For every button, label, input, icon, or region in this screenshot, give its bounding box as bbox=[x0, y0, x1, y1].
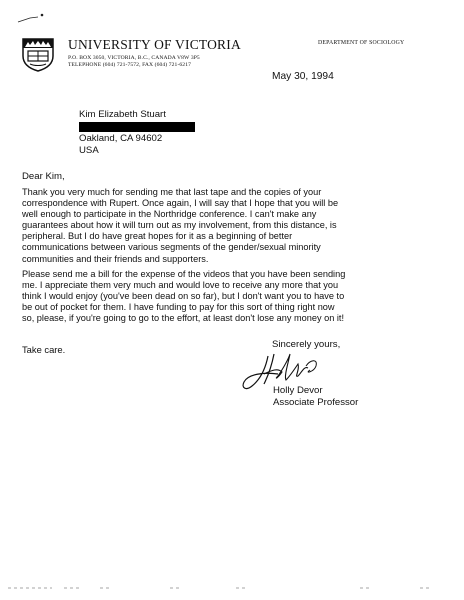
phone-line: TELEPHONE (604) 721-7572, FAX (604) 721-6217 bbox=[68, 62, 191, 68]
paragraph-line: think I would enjoy (you've been dead on so far), but I don't want you to have to bbox=[22, 291, 345, 302]
recipient-block bbox=[79, 109, 195, 157]
university-crest-icon bbox=[20, 36, 56, 72]
signer-title: Associate Professor bbox=[273, 397, 359, 408]
paragraph-line: peripheral. But I do have great hopes for it as a beginning of better bbox=[22, 231, 293, 242]
paragraph-2 bbox=[22, 269, 448, 324]
paragraph-line: guarantees about how it will turn out as my involvement, from this distance, is bbox=[22, 220, 337, 231]
paragraph-line: so, please, if you're going to go to the effort, at least don't lose any money on it! bbox=[22, 313, 345, 324]
paragraph-1 bbox=[22, 187, 448, 265]
letter-date: May 30, 1994 bbox=[272, 71, 334, 82]
paragraph-line: me. I appreciate them very much and would love to receive any more that you bbox=[22, 280, 339, 291]
paragraph-line: well enough to participate in the Northridge conference. I can't make any bbox=[22, 209, 317, 220]
salutation: Dear Kim, bbox=[22, 171, 65, 182]
redacted-address-bar bbox=[79, 122, 195, 132]
paragraph-line: communities and their friends and supporters. bbox=[22, 253, 209, 264]
recipient-city: Oakland, CA 94602 bbox=[79, 133, 163, 144]
university-name: UNIVERSITY OF VICTORIA bbox=[68, 37, 241, 52]
paragraph-line: correspondence with Rupert. Once again, I will say that I hope that you will be bbox=[22, 198, 339, 209]
paragraph-line: communications between various segments of the gender/sexual minority bbox=[22, 242, 321, 253]
paragraph-line: be out of pocket for them. I have funding to pay for this sort of thing right now bbox=[22, 302, 335, 313]
closing-line: Take care. bbox=[22, 344, 66, 355]
paragraph-line: Thank you very much for sending me that last tape and the copies of your bbox=[22, 187, 322, 197]
recipient-country: USA bbox=[79, 145, 99, 156]
paragraph-line: Please send me a bill for the expense of the videos that you have been sending bbox=[22, 269, 346, 279]
department-name: DEPARTMENT OF SOCIOLOGY bbox=[318, 40, 405, 46]
recipient-name: Kim Elizabeth Stuart bbox=[79, 109, 166, 120]
letterhead-address bbox=[68, 55, 200, 69]
signer-block bbox=[273, 385, 358, 409]
sign-off: Sincerely yours, bbox=[272, 339, 341, 350]
signer-name: Holly Devor bbox=[273, 385, 323, 396]
address-line: P.O. BOX 3050, VICTORIA, B.C., CANADA V8W 3P5 bbox=[68, 55, 200, 61]
